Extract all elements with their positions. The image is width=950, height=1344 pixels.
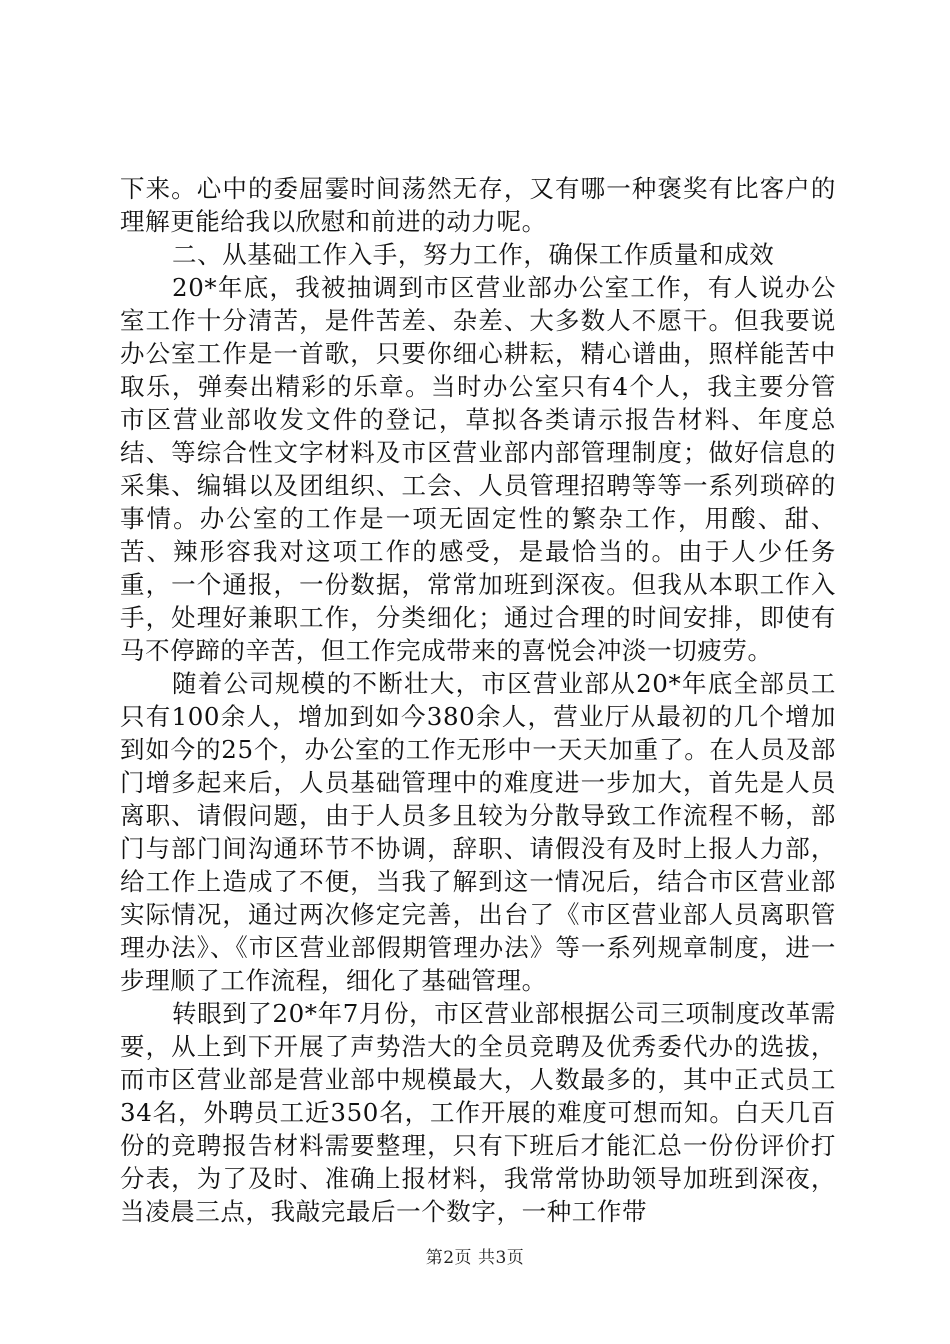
- section-heading: 二、从基础工作入手，努力工作，确保工作质量和成效: [172, 240, 775, 269]
- paragraph-office-work: 20*年底，我被抽调到市区营业部办公室工作，有人说办公室工作十分清苦，是件苦差、杂差、大多数人不愿干。但我要说办公室工作是一首歌，只要你细心耕耘，精心谱曲，照样能苦中取乐，弹奏出精彩的乐章。当时办公室只有4个人，我主要分管市区营业部收发文件的登记，草拟各类请示报告材料、年度总结、等综合性文字材料及市区营业部内部管理制度；做好信息的采集、编辑以及团组织、工会、人员管理招聘等等一系列琐碎的事情。办公室的工作是一项无固定性的繁杂工作，用酸、甜、苦、辣形容我对这项工作的感受，是最恰当的。由于人少任务重，一个通报，一份数据，常常加班到深夜。但我从本职工作入手，处理好兼职工作，分类细化；通过合理的时间安排，即使有马不停蹄的辛苦，但工作完成带来的喜悦会冲淡一切疲劳。: [120, 273, 836, 665]
- paragraph-company-growth: 随着公司规模的不断壮大，市区营业部从20*年底全部员工只有100余人，增加到如今380余人，营业厅从最初的几个增加到如今的25个，办公室的工作无形中一天天加重了。在人员及部门增多起来后，人员基础管理中的难度进一步加大，首先是人员离职、请假问题，由于人员多且较为分散导致工作流程不畅，部门与部门间沟通环节不协调，辞职、请假没有及时上报人力部，给工作上造成了不便，当我了解到这一情况后，结合市区营业部实际情况，通过两次修定完善，出台了《市区营业部人员离职管理办法》、《市区营业部假期管理办法》等一系列规章制度，进一步理顺了工作流程，细化了基础管理。: [120, 669, 836, 995]
- paragraph-continuation: 下来。心中的委屈霎时间荡然无存，又有哪一种褒奖有比客户的理解更能给我以欣慰和前进的动力呢。: [120, 174, 836, 236]
- page-footer: 第2页 共3页: [425, 1248, 525, 1268]
- paragraph-competition: 转眼到了20*年7月份，市区营业部根据公司三项制度改革需要，从上到下开展了声势浩大的全员竞聘及优秀委代办的选拔，而市区营业部是营业部中规模最大，人数最多的，其中正式员工34名，外聘员工近350名，工作开展的难度可想而知。白天几百份的竞聘报告材料需要整理，只有下班后才能汇总一份份评价打分表，为了及时、准确上报材料，我常常协助领导加班到深夜，当凌晨三点，我敲完最后一个数字，一种工作带: [120, 999, 836, 1226]
- document-body: [120, 172, 836, 1228]
